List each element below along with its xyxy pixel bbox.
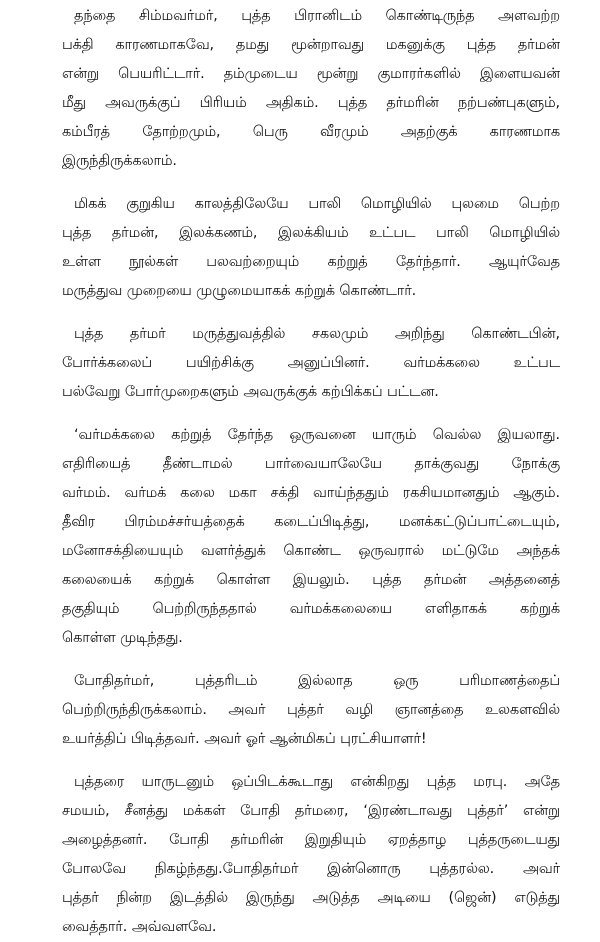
- text-line: மருத்துவ முறையை முழுமையாகக் கற்றுக் கொண்டார்.: [62, 283, 417, 299]
- text-line: போதிதர்மர், புத்தரிடம் இல்லாத ஒரு பரிமாணத்தைப்: [74, 673, 560, 689]
- text-line: பல்வேறு போர்முறைகளும் அவருக்குக் கற்பிக்கப் பட்டன.: [62, 384, 439, 400]
- text-line: இருந்திருக்கலாம்.: [62, 153, 177, 169]
- text-line: அழைத்தனர். போதி தர்மரின் இறுதியும் ஏறத்தாழ புத்தருடையது: [62, 832, 560, 848]
- text-line: போர்க்கலைப் பயிற்சிக்கு அனுப்பினர். வர்மக்கலை உட்பட: [62, 355, 560, 371]
- text-line: போலவே நிகழ்ந்தது.போதிதர்மர் இன்னொரு புத்தரல்ல. அவர்: [62, 861, 560, 877]
- text-line: புத்தரை யாருடனும் ஒப்பிடக்கூடாது என்கிறது புத்த மரபு. அதே: [74, 774, 560, 790]
- text-line: புத்த தர்மன், இலக்கணம், இலக்கியம் உட்பட பாலி மொழியில்: [62, 225, 560, 241]
- text-line: கம்பீரத் தோற்றமும், பெரு வீரமும் அதற்குக் காரணமாக: [62, 124, 560, 140]
- paragraph-1: [62, 2, 560, 176]
- text-line: சமயம், சீனத்து மக்கள் போதி தர்மரை, ‘இரண்டாவது புத்தர்’ என்று: [62, 803, 560, 819]
- text-line: கொள்ள முடிந்தது.: [62, 630, 183, 646]
- text-line: பக்தி காரணமாகவே, தமது மூன்றாவது மகனுக்கு புத்த தர்மன்: [62, 37, 560, 53]
- paragraph-2: [62, 190, 560, 306]
- text-line: வைத்தார். அவ்வளவே.: [62, 919, 217, 935]
- text-line: புத்த தர்மர் மருத்துவத்தில் சகலமும் அறிந்து கொண்டபின்,: [74, 326, 560, 342]
- text-line: கலையைக் கற்றுக் கொள்ள இயலும். புத்த தர்மன் அத்தனைத்: [62, 572, 560, 588]
- text-line: மிகக் குறுகிய காலத்திலேயே பாலி மொழியில் புலமை பெற்ற: [74, 196, 560, 212]
- text-line: உள்ள நூல்கள் பலவற்றையும் கற்றுத் தேர்ந்தார். ஆயுர்வேத: [62, 254, 560, 270]
- text-line: தந்தை சிம்மவர்மர், புத்த பிரானிடம் கொண்டிருந்த அளவற்ற: [74, 8, 560, 24]
- text-line: பெற்றிருந்திருக்கலாம். அவர் புத்தர் வழி ஞானத்தை உலகளவில்: [62, 702, 560, 718]
- text-line: உயர்த்திப் பிடித்தவர். அவர் ஓர் ஆன்மிகப் புரட்சியாளர்!: [62, 731, 427, 747]
- text-line: வர்மம். வர்மக் கலை மகா சக்தி வாய்ந்ததும் ரகசியமானதும் ஆகும்.: [62, 485, 560, 501]
- text-line: புத்தர் நின்ற இடத்தில் இருந்து அடுத்த அடியை (ஜென்) எடுத்து: [62, 890, 560, 906]
- paragraph-6: [62, 768, 560, 942]
- paragraph-3: [62, 320, 560, 407]
- text-line: தகுதியும் பெற்றிருந்ததால் வர்மக்கலையை எளிதாகக் கற்றுக்: [62, 601, 560, 617]
- paragraph-5: [62, 667, 560, 754]
- text-line: எதிரியைத் தீண்டாமல் பார்வையாலேயே தாக்குவது நோக்கு: [62, 456, 560, 472]
- paragraph-4: [62, 421, 560, 653]
- text-line: மீது அவருக்குப் பிரியம் அதிகம். புத்த தர்மரின் நற்பண்புகளும்,: [62, 95, 560, 111]
- text-line: மனோசக்தியையும் வளர்த்துக் கொண்ட ஒருவரால் மட்டுமே அந்தக்: [62, 543, 560, 559]
- text-line: என்று பெயரிட்டார். தம்முடைய மூன்று குமாரர்களில் இளையவன்: [62, 66, 560, 82]
- text-line: தீவிர பிரம்மச்சர்யத்தைக் கடைப்பிடித்து, மனக்கட்டுப்பாட்டையும்,: [62, 514, 560, 530]
- text-line: ‘வர்மக்கலை கற்றுத் தேர்ந்த ஒருவனை யாரும் வெல்ல இயலாது.: [74, 427, 560, 443]
